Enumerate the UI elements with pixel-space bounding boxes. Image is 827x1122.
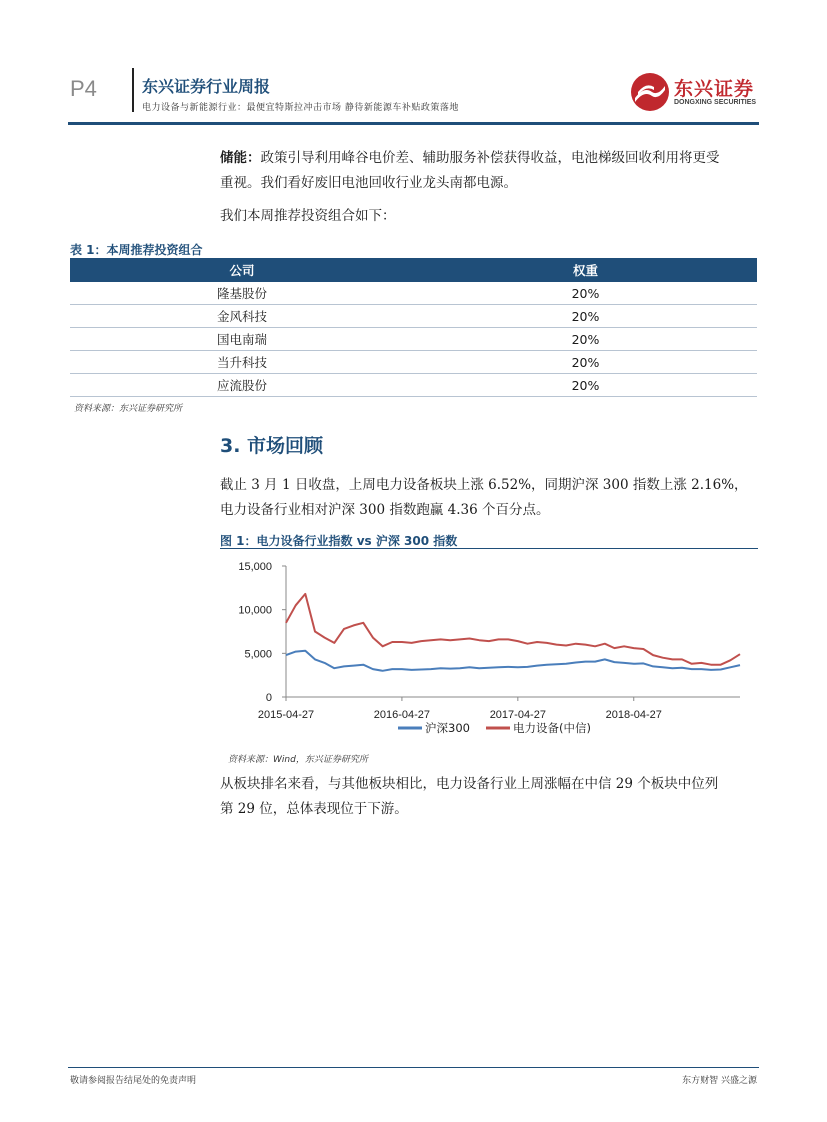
company-cell: 当升科技 <box>70 351 414 374</box>
logo-mark-icon <box>630 72 670 112</box>
ranking-line-1: 从板块排名来看，与其他板块相比，电力设备行业上周涨幅在中信 29 个板块中位列 <box>220 776 719 792</box>
y-tick-label: 0 <box>265 692 272 704</box>
logo-text-cn: 东兴证券 <box>674 78 755 100</box>
y-tick-label: 15,000 <box>238 561 272 573</box>
ranking-paragraph <box>220 772 760 822</box>
y-tick-label: 5,000 <box>244 648 272 661</box>
header-company: 公司 <box>70 258 414 282</box>
x-tick-label: 2015-04-27 <box>257 709 315 721</box>
table-source: 资料来源：东兴证券研究所 <box>74 404 183 414</box>
market-review-paragraph <box>220 473 760 523</box>
table-row <box>70 374 757 397</box>
index-line-chart <box>220 552 758 744</box>
figure-rule <box>220 548 758 549</box>
x-tick-label: 2018-04-27 <box>605 709 662 721</box>
table-caption: 表 1：本周推荐投资组合 <box>70 243 203 257</box>
x-tick-label: 2016-04-27 <box>373 709 431 721</box>
footer-rule <box>68 1067 759 1068</box>
company-cell: 隆基股份 <box>70 282 414 305</box>
company-cell: 金风科技 <box>70 305 414 328</box>
report-title: 东兴证券行业周报 <box>142 77 271 96</box>
table-header-row <box>70 258 757 282</box>
table-row <box>70 328 757 351</box>
header-divider <box>132 68 134 112</box>
figure-source: 资料来源：Wind，东兴证券研究所 <box>228 755 368 765</box>
header-rule <box>68 122 759 125</box>
market-review-line-1: 截止 3 月 1 日收盘，上周电力设备板块上涨 6.52%，同期沪深 300 指数上涨 2.16%， <box>220 477 748 493</box>
storage-line-1: 政策引导利用峰谷电价差、辅助服务补偿获得收益，电池梯级回收利用将更受 <box>260 150 720 166</box>
weight-cell: 20% <box>414 351 757 374</box>
table-row <box>70 305 757 328</box>
ranking-line-2: 第 29 位，总体表现位于下游。 <box>220 801 408 817</box>
section-heading: 3. 市场回顾 <box>220 435 324 457</box>
figure-caption: 图 1：电力设备行业指数 vs 沪深 300 指数 <box>220 534 458 548</box>
report-subtitle: 电力设备与新能源行业：最便宜特斯拉冲击市场 静待新能源车补贴政策落地 <box>142 103 459 113</box>
series-line-power-equipment <box>286 594 740 665</box>
weight-cell: 20% <box>414 282 757 305</box>
portfolio-intro: 我们本周推荐投资组合如下： <box>220 208 396 224</box>
company-logo <box>630 72 760 118</box>
legend-label: 电力设备(中信) <box>513 721 591 735</box>
company-cell: 应流股份 <box>70 374 414 397</box>
table-row <box>70 282 757 305</box>
logo-text-en: DONGXING SECURITIES <box>674 99 757 106</box>
header-weight: 权重 <box>414 258 757 282</box>
table-row <box>70 351 757 374</box>
portfolio-table <box>70 258 757 397</box>
weight-cell: 20% <box>414 328 757 351</box>
weight-cell: 20% <box>414 374 757 397</box>
footer-disclaimer: 敬请参阅报告结尾处的免责声明 <box>70 1076 197 1086</box>
page-number: P4 <box>70 76 97 101</box>
x-tick-label: 2017-04-27 <box>489 709 546 721</box>
storage-line-2: 重视。我们看好废旧电池回收行业龙头南都电源。 <box>220 175 517 191</box>
company-cell: 国电南瑞 <box>70 328 414 351</box>
footer-slogan: 东方财智 兴盛之源 <box>682 1076 757 1086</box>
series-line-hs300 <box>286 651 740 671</box>
storage-label: 储能： <box>220 150 261 166</box>
legend-label: 沪深300 <box>425 721 470 735</box>
y-tick-label: 10,000 <box>238 604 272 617</box>
weight-cell: 20% <box>414 305 757 328</box>
storage-paragraph <box>220 146 760 196</box>
market-review-line-2: 电力设备行业相对沪深 300 指数跑赢 4.36 个百分点。 <box>220 502 550 518</box>
